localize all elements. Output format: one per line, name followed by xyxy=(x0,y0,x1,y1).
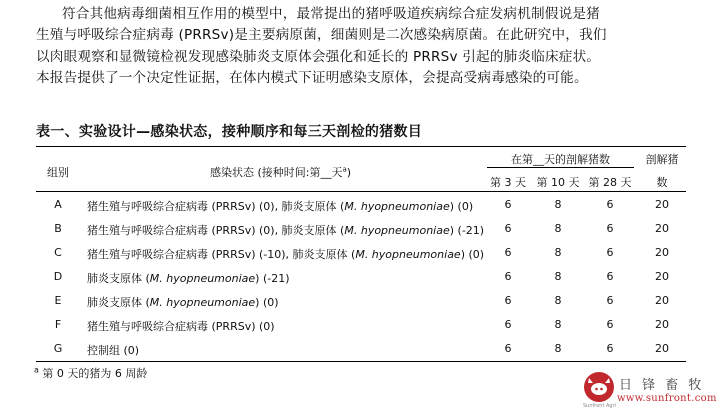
row-total: 20 xyxy=(655,294,669,307)
row-day-3: 6 xyxy=(504,318,512,331)
row-group: E xyxy=(54,294,62,307)
row-day-3: 6 xyxy=(504,270,512,283)
paragraph-line-4: 本报告提供了一个决定性证据，在体内模式下证明感染支原体，会提高受病毒感染的可能。 xyxy=(36,69,588,86)
intro-paragraph xyxy=(36,4,686,89)
row-day-10: 8 xyxy=(554,222,562,235)
header-status-prefix: 感染状态 (接种时间:第__天 xyxy=(210,166,343,179)
row-day-28: 6 xyxy=(606,198,614,211)
header-group: 组别 xyxy=(47,166,69,179)
days-group-underline xyxy=(487,167,634,168)
header-total-line-1: 剖解猪 xyxy=(645,153,679,166)
table-footnote xyxy=(34,365,147,381)
header-day-28: 第 28 天 xyxy=(588,176,632,189)
row-total: 20 xyxy=(655,246,669,259)
row-day-10: 8 xyxy=(554,342,562,355)
row-group: B xyxy=(54,222,62,235)
row-total: 20 xyxy=(655,318,669,331)
row-day-28: 6 xyxy=(606,318,614,331)
row-day-10: 8 xyxy=(554,318,562,331)
row-day-3: 6 xyxy=(504,222,512,235)
row-day-3: 6 xyxy=(504,294,512,307)
row-group: F xyxy=(54,318,62,331)
row-day-28: 6 xyxy=(606,222,614,235)
paragraph-line-1: 符合其他病毒细菌相互作用的模型中，最常提出的猪呼吸道疾病综合症发病机制假说是猪 xyxy=(62,6,600,22)
table-title: 表一、实验设计—感染状态，接种顺序和每三天剖检的猪数目 xyxy=(36,124,423,140)
table-bottom-rule xyxy=(36,361,686,362)
row-status: 肺炎支原体 (M. hyopneumoniae) (-21) xyxy=(87,272,290,285)
row-group: A xyxy=(54,198,62,211)
row-total: 20 xyxy=(655,222,669,235)
row-status: 肺炎支原体 (M. hyopneumoniae) (0) xyxy=(87,296,279,309)
row-status: 猪生殖与呼吸综合症病毒 (PRRSv) (0), 肺炎支原体 (M. hyopneumoniae) (0) xyxy=(87,200,474,213)
logo-url: www.sunfront.com xyxy=(617,393,717,404)
row-total: 20 xyxy=(655,270,669,283)
header-bottom-rule xyxy=(36,191,686,192)
header-status-footnote-mark: a xyxy=(342,165,347,174)
row-day-10: 8 xyxy=(554,246,562,259)
paragraph-line-2: 生殖与呼吸综合症病毒 (PRRSv)是主要病原菌，细菌则是二次感染病原菌。在此研究中，我们 xyxy=(36,27,607,44)
row-day-3: 6 xyxy=(504,198,512,211)
row-status: 猪生殖与呼吸综合症病毒 (PRRSv) (-10), 肺炎支原体 (M. hyopneumoniae) (0) xyxy=(87,248,485,261)
row-group: C xyxy=(54,246,62,259)
logo-subtitle: Sunfront Agri xyxy=(583,403,617,409)
header-total-line-2: 数 xyxy=(656,176,668,189)
row-day-3: 6 xyxy=(504,342,512,355)
pig-logo-icon xyxy=(581,370,617,406)
paragraph-line-3: 以肉眼观察和显微镜检视发现感染肺炎支原体会强化和延长的 PRRSv 引起的肺炎临床症状。 xyxy=(36,48,601,65)
row-status: 控制组 (0) xyxy=(87,344,140,357)
table-top-rule xyxy=(36,146,686,147)
header-days-group: 在第__天的剖解猪数 xyxy=(511,153,610,166)
row-day-10: 8 xyxy=(554,270,562,283)
row-group: G xyxy=(53,342,63,355)
row-total: 20 xyxy=(655,342,669,355)
row-day-28: 6 xyxy=(606,294,614,307)
row-day-10: 8 xyxy=(554,294,562,307)
row-day-28: 6 xyxy=(606,342,614,355)
row-day-28: 6 xyxy=(606,246,614,259)
row-total: 20 xyxy=(655,198,669,211)
row-status: 猪生殖与呼吸综合症病毒 (PRRSv) (0) xyxy=(87,320,275,333)
header-day-3: 第 3 天 xyxy=(490,176,526,189)
row-day-28: 6 xyxy=(606,270,614,283)
header-day-10: 第 10 天 xyxy=(536,176,580,189)
header-infection-status xyxy=(210,164,351,180)
watermark-logo xyxy=(579,370,719,410)
header-status-suffix: ) xyxy=(346,166,352,179)
row-status: 猪生殖与呼吸综合症病毒 (PRRSv) (0), 肺炎支原体 (M. hyopneumoniae) (-21) xyxy=(87,224,485,237)
row-day-3: 6 xyxy=(504,246,512,259)
footnote-text: 第 0 天的猪为 6 周龄 xyxy=(38,367,148,380)
footnote-mark: a xyxy=(34,365,39,375)
logo-name: 日 锋 畜 牧 xyxy=(619,378,705,393)
row-group: D xyxy=(53,270,63,283)
row-day-10: 8 xyxy=(554,198,562,211)
